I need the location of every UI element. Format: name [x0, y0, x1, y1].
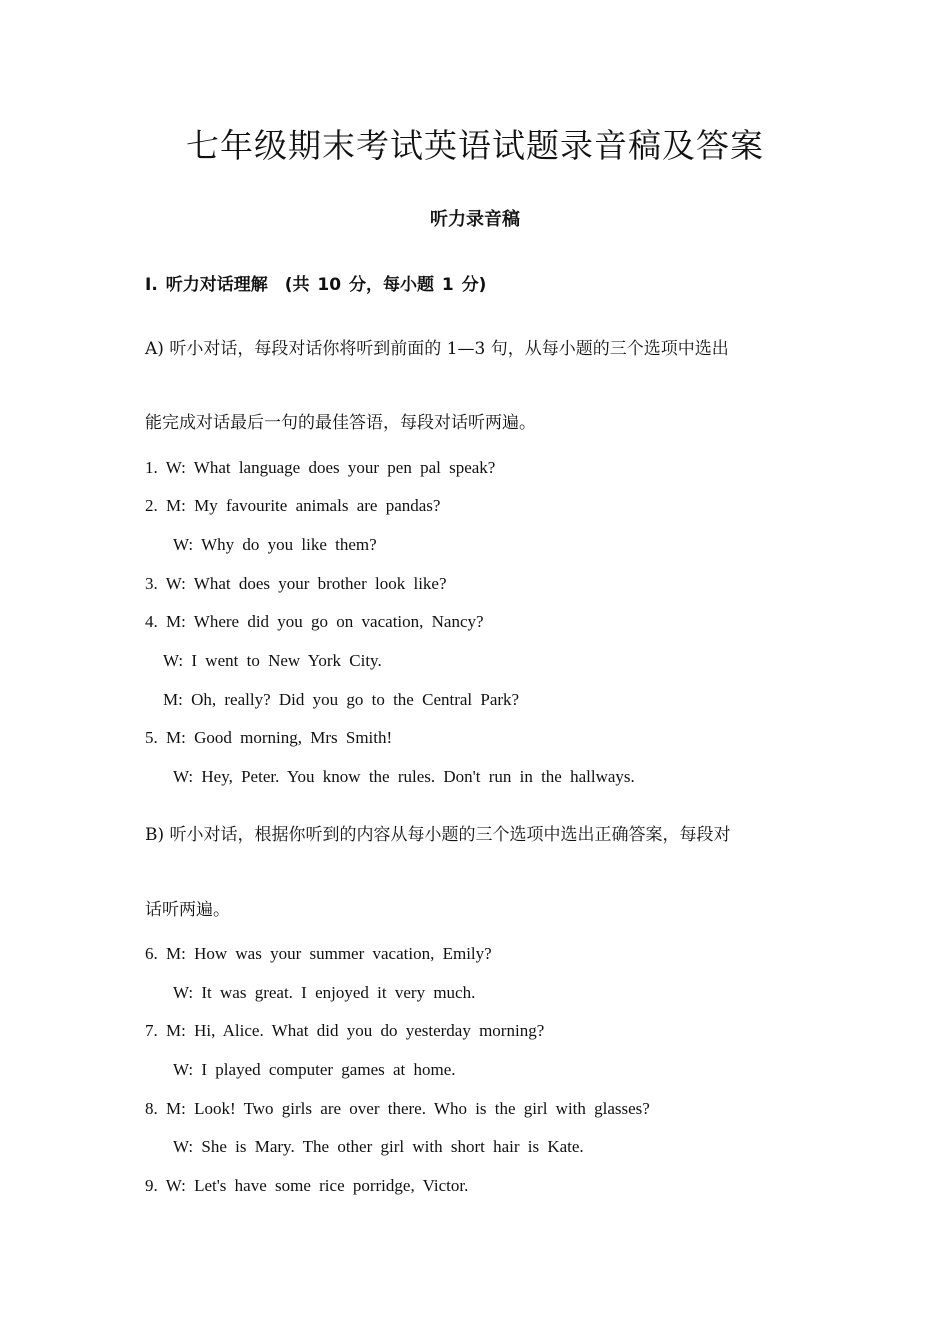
dialogue-line: 9. W: Let's have some rice porridge, Victor. — [145, 1176, 469, 1195]
dialogue-line: 5. M: Good morning, Mrs Smith! — [145, 728, 393, 747]
dialogue-line: W: It was great. I enjoyed it very much. — [173, 983, 476, 1002]
dialogue-line: W: Hey, Peter. You know the rules. Don't run in the hallways. — [173, 767, 635, 786]
part-a-instruction-line-1: A) 听小对话，每段对话你将听到前面的 1—3 句，从每小题的三个选项中选出 — [145, 339, 729, 359]
section-heading: I. 听力对话理解 (共 10 分，每小题 1 分) — [145, 275, 487, 295]
dialogue-line: 6. M: How was your summer vacation, Emily? — [145, 944, 492, 963]
dialogue-line: W: She is Mary. The other girl with short hair is Kate. — [173, 1137, 584, 1156]
dialogue-line: 7. M: Hi, Alice. What did you do yesterday morning? — [145, 1021, 545, 1040]
part-b-instruction-line-2: 话听两遍。 — [145, 900, 230, 920]
dialogue-line: 4. M: Where did you go on vacation, Nancy? — [145, 612, 484, 631]
page-subtitle: 听力录音稿 — [430, 209, 520, 230]
dialogue-line: W: I went to New York City. — [163, 651, 382, 670]
part-a-instruction-line-2: 能完成对话最后一句的最佳答语，每段对话听两遍。 — [145, 413, 536, 433]
dialogue-line: W: Why do you like them? — [173, 535, 377, 554]
dialogue-line: W: I played computer games at home. — [173, 1060, 456, 1079]
dialogue-line: M: Oh, really? Did you go to the Central Park? — [163, 690, 520, 709]
page-title: 七年级期末考试英语试题录音稿及答案 — [186, 126, 764, 165]
dialogue-line: 3. W: What does your brother look like? — [145, 574, 447, 593]
part-b-instruction-line-1: B) 听小对话，根据你听到的内容从每小题的三个选项中选出正确答案，每段对 — [145, 825, 731, 845]
dialogue-line: 8. M: Look! Two girls are over there. Who is the girl with glasses? — [145, 1099, 650, 1118]
dialogue-line: 2. M: My favourite animals are pandas? — [145, 496, 441, 515]
dialogue-line: 1. W: What language does your pen pal speak? — [145, 458, 496, 477]
